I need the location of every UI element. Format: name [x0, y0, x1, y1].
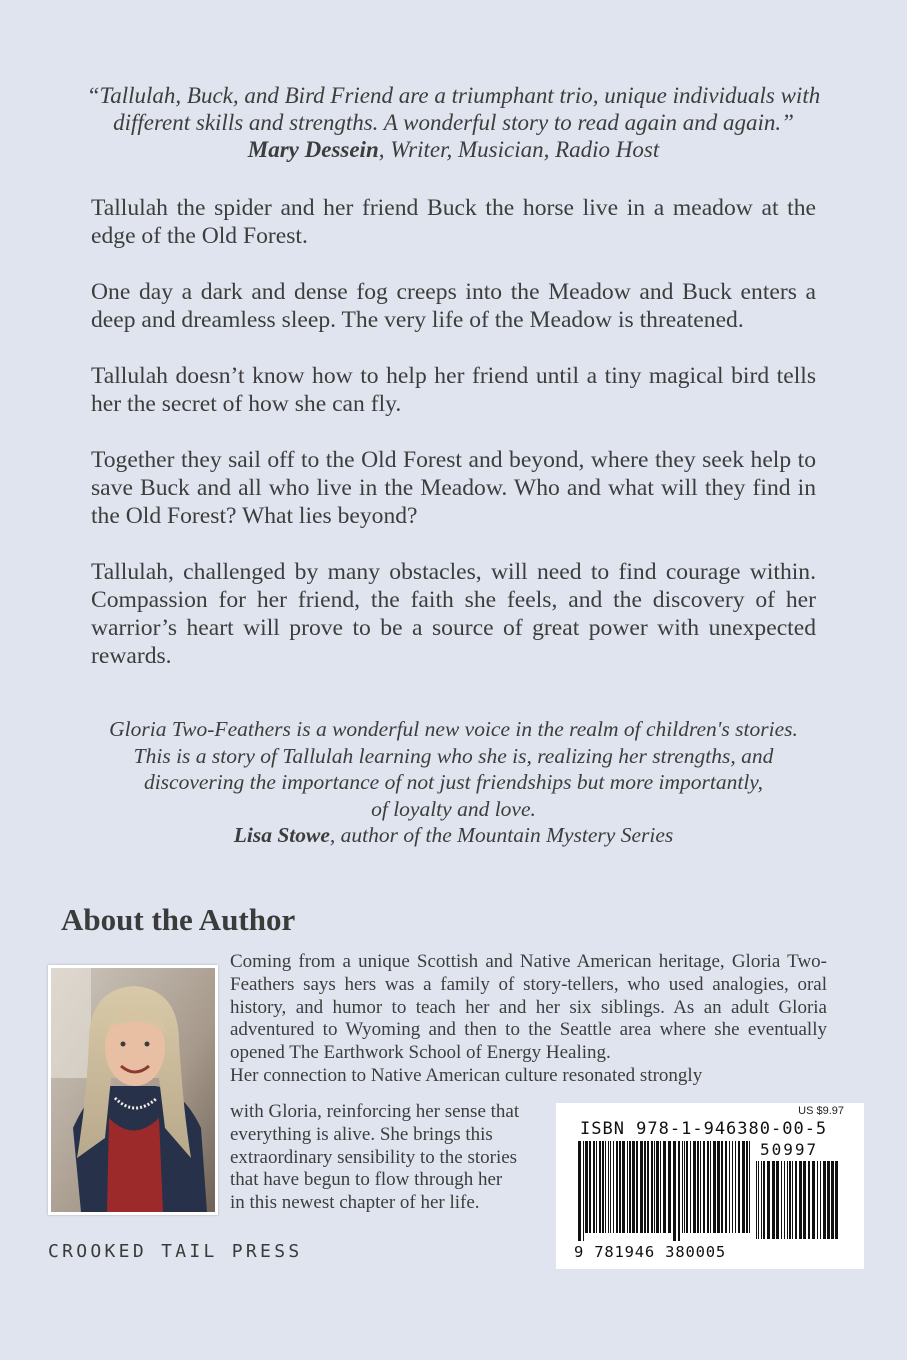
barcode-bar: [602, 1141, 604, 1233]
barcode-bar: [710, 1141, 711, 1233]
barcode-bar: [656, 1141, 659, 1233]
bottom-quote-author-roles: , author of the Mountain Mystery Series: [329, 823, 674, 847]
barcode-bar: [703, 1141, 705, 1233]
blurb-paragraph: Together they sail off to the Old Forest and beyond, where they seek help to save Buck and all who live in the Meadow. Who and what will they find in the Old Forest? What lies beyond?: [91, 447, 816, 529]
barcode-bar: [622, 1141, 625, 1233]
author-portrait-image: [51, 968, 215, 1212]
ean-barcode-bars: [578, 1141, 750, 1241]
barcode-bar: [610, 1141, 611, 1233]
barcode-bar: [835, 1161, 838, 1239]
price-code-text: 50997: [760, 1140, 819, 1159]
barcode-bar: [808, 1161, 810, 1239]
author-bio-line: extraordinary sensibility to the stories: [230, 1146, 518, 1168]
barcode-bar: [812, 1161, 815, 1239]
barcode-bar: [644, 1141, 646, 1233]
bottom-quote-line-4: of loyalty and love.: [371, 796, 536, 821]
barcode-bar: [795, 1161, 797, 1239]
barcode-bar: [817, 1161, 818, 1239]
author-bio-line: Her connection to Native American culture resonated strongly: [230, 1064, 703, 1086]
barcode-bar: [632, 1141, 635, 1233]
author-bio-continued: [230, 1101, 535, 1215]
barcode-bar: [756, 1161, 757, 1239]
top-quote-author: Mary Dessein: [247, 137, 379, 162]
barcode-bar: [792, 1161, 793, 1239]
barcode-bar: [820, 1161, 821, 1239]
price-barcode-bars: [756, 1161, 840, 1241]
barcode-bar: [729, 1141, 730, 1233]
isbn-barcode-label: [556, 1103, 864, 1269]
about-the-author-heading: About the Author: [61, 902, 296, 937]
author-bio-line: that have begun to flow through her: [230, 1169, 503, 1191]
barcode-bar: [799, 1161, 802, 1239]
barcode-bar: [686, 1141, 688, 1233]
top-review-quote: [40, 82, 867, 163]
barcode-bar: [732, 1141, 733, 1233]
blurb-paragraph: Tallulah the spider and her friend Buck the horse live in a meadow at the edge of the Old Forest.: [91, 195, 816, 249]
blurb-paragraph: One day a dark and dense fog creeps into the Meadow and Buck enters a deep and dreamless sleep. The very life of the Meadow is threatened.: [91, 279, 816, 333]
author-bio-line: with Gloria, reinforcing her sense that: [230, 1101, 520, 1122]
barcode-bar: [593, 1141, 595, 1233]
barcode-bar: [682, 1141, 683, 1233]
top-quote-line-2: different skills and strengths. A wonderful story to read again and again.”: [113, 110, 794, 135]
author-bio-line: everything is alive. She brings this: [230, 1123, 493, 1145]
barcode-bar: [608, 1141, 609, 1233]
barcode-bar: [707, 1141, 709, 1233]
author-bio-line: in this newest chapter of her life.: [230, 1192, 480, 1214]
top-quote-author-roles: , Writer, Musician, Radio Host: [378, 137, 660, 162]
barcode-bar: [663, 1141, 666, 1233]
barcode-bar: [787, 1161, 788, 1239]
barcode-bar: [585, 1141, 588, 1233]
bottom-quote-author: Lisa Stowe: [233, 823, 330, 847]
barcode-bar: [619, 1141, 621, 1233]
barcode-bar: [789, 1161, 791, 1239]
barcode-bar: [654, 1141, 655, 1233]
barcode-bar: [742, 1141, 745, 1233]
top-quote-attribution: [40, 136, 867, 163]
blurb-paragraph: Tallulah, challenged by many obstacles, will need to find courage within. Compassion for her friend, the faith she feels, and the discovery of her warrior’s heart will prove to be a source of great power with unexpected rewards.: [91, 559, 816, 669]
barcode-bar: [599, 1141, 601, 1233]
bottom-review-quote: [40, 716, 867, 849]
barcode-bar: [758, 1161, 759, 1239]
barcode-bar: [827, 1161, 830, 1239]
barcode-bar: [767, 1161, 770, 1239]
barcode-bar: [721, 1141, 723, 1233]
barcode-bar: [613, 1141, 614, 1233]
barcode-bar: [640, 1141, 643, 1233]
barcode-bar: [763, 1161, 765, 1239]
blurb-paragraph: Tallulah doesn’t know how to help her friend until a tiny magical bird tells her the secret of how she can fly.: [91, 363, 816, 417]
bottom-quote-line-3: discovering the importance of not just friendships but more importantly,: [143, 770, 764, 794]
barcode-bar: [693, 1141, 696, 1233]
top-quote-line-1: “Tallulah, Buck, and Bird Friend are a triumphant trio, unique individuals with: [86, 83, 821, 108]
barcode-bar: [713, 1141, 716, 1233]
barcode-bar: [749, 1141, 750, 1233]
barcode-bar: [668, 1141, 671, 1233]
bottom-quote-attribution: [40, 822, 867, 849]
barcode-bar: [636, 1141, 638, 1233]
publisher-name: CROOKED TAIL PRESS: [48, 1241, 303, 1262]
barcode-bar: [629, 1141, 631, 1233]
barcode-bar: [596, 1141, 597, 1233]
barcode-bar: [627, 1141, 628, 1233]
barcode-bar: [725, 1141, 727, 1233]
barcode-bar: [697, 1141, 699, 1233]
author-photo: [48, 965, 218, 1215]
price-label: US $9.97: [798, 1105, 844, 1117]
barcode-bar: [678, 1141, 680, 1241]
barcode-bar: [803, 1161, 806, 1239]
barcode-bar: [684, 1141, 685, 1233]
barcode-bar: [761, 1161, 762, 1239]
barcode-bar: [823, 1161, 826, 1239]
barcode-bar: [717, 1141, 720, 1233]
barcode-bar: [700, 1141, 701, 1233]
barcode-bar: [738, 1141, 740, 1233]
barcode-bar: [735, 1141, 736, 1233]
barcode-bar: [673, 1141, 676, 1241]
barcode-bar: [781, 1161, 782, 1239]
author-bio-paragraph: Coming from a unique Scottish and Native American heritage, Gloria Two-Feathers says hers was a family of story-tellers, who used analogies, oral history, and humor to teach her and her six siblings. As an adult Gloria adventured to Wyoming and then to the Seattle area where she eventually opened The Earthwork School of Energy Healing.: [230, 951, 827, 1064]
barcode-bar: [746, 1141, 748, 1233]
barcode-bar: [647, 1141, 649, 1233]
barcode-bar: [583, 1141, 584, 1241]
barcode-bar: [589, 1141, 591, 1233]
barcode-bar: [616, 1141, 618, 1233]
author-bio: [230, 951, 827, 1088]
barcode-bar: [690, 1141, 691, 1233]
barcode-bar: [605, 1141, 606, 1233]
ean-number: 9 781946 380005: [574, 1243, 726, 1261]
barcode-bar: [660, 1141, 661, 1233]
barcode-bar: [776, 1161, 779, 1239]
barcode-bar: [651, 1141, 653, 1233]
barcode-bar: [578, 1141, 581, 1241]
isbn-text: ISBN 978-1-946380-00-5: [580, 1119, 828, 1139]
bottom-quote-line-1: Gloria Two-Feathers is a wonderful new voice in the realm of children's stories.: [109, 717, 798, 741]
barcode-bar: [784, 1161, 785, 1239]
bottom-quote-line-2: This is a story of Tallulah learning who she is, realizing her strengths, and: [133, 743, 774, 768]
book-blurb: [91, 194, 816, 698]
barcode-bar: [772, 1161, 775, 1239]
barcode-bar: [831, 1161, 834, 1239]
